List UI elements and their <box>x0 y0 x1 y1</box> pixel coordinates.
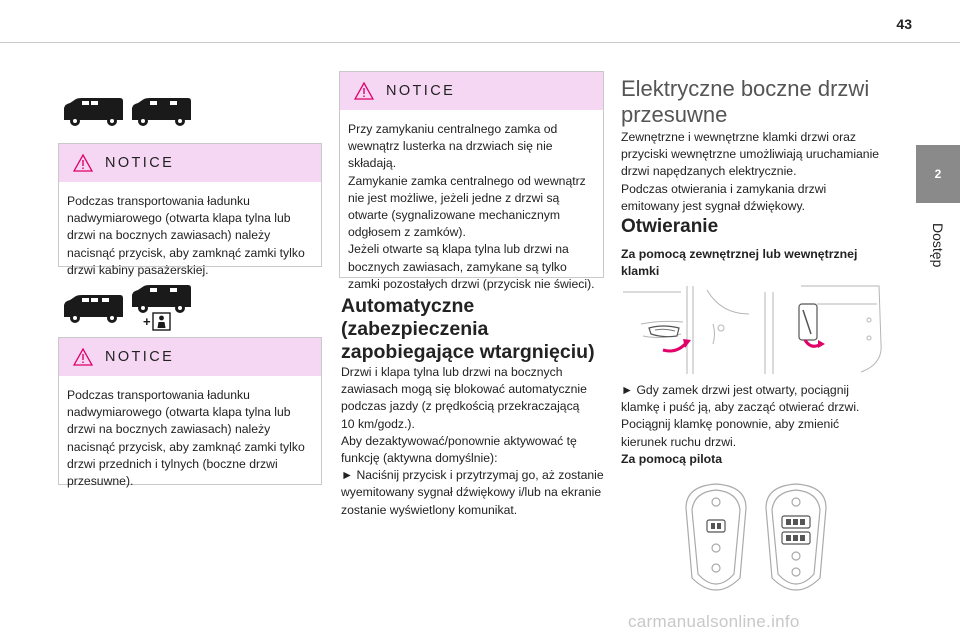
sliding-doors-heading: Elektryczne boczne drzwi przesuwne <box>621 76 870 127</box>
vans-illustration-all <box>62 283 194 333</box>
top-divider <box>0 42 960 43</box>
van-icon <box>64 295 123 323</box>
chapter-tab-label: Dostęp <box>930 222 946 268</box>
notice-title: NOTICE <box>386 83 456 99</box>
notice-body: Podczas transportowania ładunku nadwymiarowego (otwarta klapa tylna lub drzwi na bocznych zawiasach) należy nacisnąć przycisk, aby zamknąć zamki tylko drzwi przednich i tylnych (boczne drzwi przesuwne). <box>67 388 305 489</box>
remote-key-icon <box>686 484 746 590</box>
van-icon <box>132 98 191 126</box>
sliding-doors-body: Zewnętrzne i wewnętrzne klamki drzwi oraz przyciski wewnętrzne umożliwiają uruchamianie drzwi napędzanych elektrycznie. Podczas otwierania i zamykania drzwi emitowany jest sygnał dźwiękowy. <box>621 130 880 213</box>
remote-subheading: Za pomocą pilota <box>621 452 723 466</box>
auto-lock-body: Drzwi i klapa tylna lub drzwi na bocznych zawiasach mogą się blokować automatycznie podczas jazdy (z prędkością przekraczającą 10 km/godz.). Aby dezaktywować/ponownie aktywować tę funkcję (aktywna domyślnie): ► Naciśnij przycisk i przytrzymaj go, aż zostanie wyemitowany sygnał dźwiękowy i/lub na ekranie zostanie wyświetlony komunikat. <box>341 365 604 517</box>
opening-heading: Otwieranie <box>621 216 719 237</box>
notice-title: NOTICE <box>105 155 175 171</box>
plus-sign: + <box>143 314 151 329</box>
notice-title: NOTICE <box>105 349 175 365</box>
notice-box-2 <box>58 337 322 489</box>
notice-box-1 <box>58 143 322 277</box>
auto-lock-heading: Automatyczne (zabezpieczenia zapobiegające wtargnięciu) <box>341 295 595 363</box>
door-handle-illustration <box>621 284 883 376</box>
watermark: carmanualsonline.info <box>628 612 800 631</box>
warning-triangle-icon <box>354 82 374 100</box>
notice-body: Podczas transportowania ładunku nadwymiarowego (otwarta klapa tylna lub drzwi na bocznych zawiasach) należy nacisnąć przycisk, aby zamknąć zamki tylko drzwi kabiny pasażerskiej. <box>67 194 305 277</box>
chapter-tab[interactable]: 2 <box>916 145 960 203</box>
handle-instructions: ► Gdy zamek drzwi jest otwarty, pociągnij klamkę i puść ją, aby zacząć otwierać drzwi. Pociągnij klamkę ponownie, aby zmienić kierunek ruchu drzwi. <box>621 383 860 449</box>
remote-keys-illustration <box>676 478 846 606</box>
notice-box-3 <box>339 71 604 291</box>
van-icon <box>132 285 191 313</box>
page-number: 43 <box>896 16 912 32</box>
warning-triangle-icon <box>73 154 93 172</box>
notice-body: Przy zamykaniu centralnego zamka od wewnątrz lusterka na drzwiach się nie składają. Zamykanie zamka centralnego od wewnątrz nie jest możliwe, jeżeli jedne z drzwi są otwarte (sygnalizowane mechanicznym odgłosem z zamków). Jeżeli otwarte są klapa tylna lub drzwi na bocznych zawiasach, zamykane są tylko zamki pozostałych drzwi (przycisk nie świeci). <box>348 122 595 291</box>
handle-subheading: Za pomocą zewnętrznej lub wewnętrznej klamki <box>621 247 858 278</box>
van-icon <box>64 98 123 126</box>
vans-illustration-cabin <box>62 96 194 128</box>
child-lock-icon <box>153 313 170 330</box>
warning-triangle-icon <box>73 348 93 366</box>
